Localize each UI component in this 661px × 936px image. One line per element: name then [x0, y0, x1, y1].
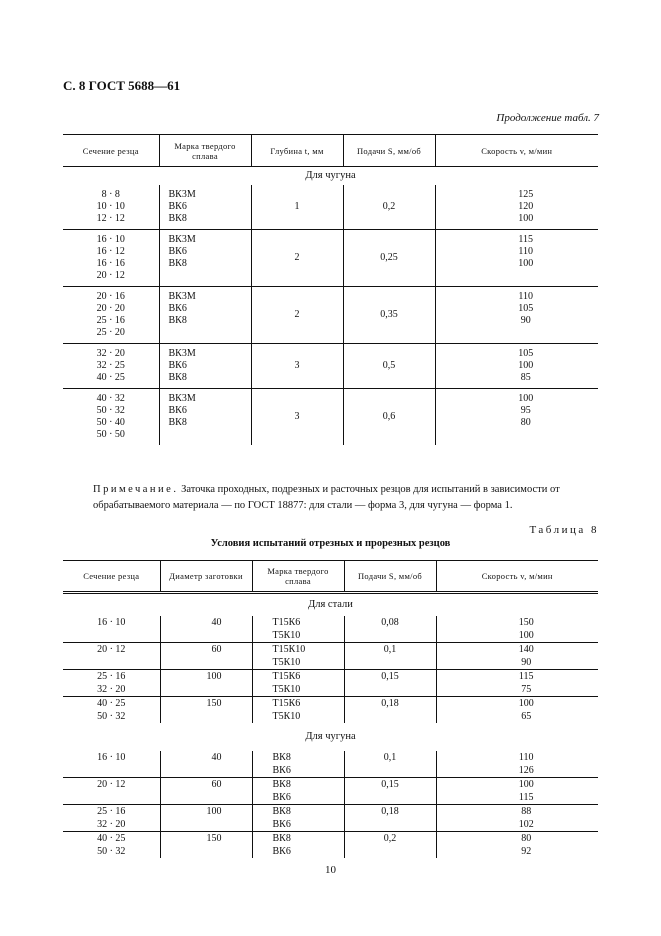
column-header: Сечение резца — [63, 561, 160, 593]
cell-speed: 100 — [436, 697, 598, 711]
cell-section: 20 · 12 — [63, 778, 160, 792]
cell-speed: 65 — [436, 710, 598, 723]
table-row — [63, 818, 598, 832]
cell-line: ВК6 — [168, 246, 187, 257]
table-row — [63, 616, 598, 629]
table-8-label: Таблица 8 — [529, 524, 599, 536]
cell-depth: 3 — [251, 389, 343, 446]
table-row — [63, 845, 598, 858]
section-title: Для чугуна — [305, 731, 356, 742]
table-row — [63, 805, 598, 819]
cell-grade: ВК6 — [252, 845, 344, 858]
cell-feed: 0,1 — [344, 643, 436, 657]
cell-feed: 0,2 — [343, 185, 435, 230]
cell-line: 125 — [518, 189, 534, 200]
cell-grade: ВК6 — [252, 764, 344, 778]
cell-line: 100 — [518, 393, 534, 404]
cell-grade: ВК6 — [252, 818, 344, 832]
cell-grade: Т5К10 — [252, 629, 344, 643]
cell-speed: 102 — [436, 818, 598, 832]
cell-diameter: 60 — [160, 643, 252, 657]
cell-section — [63, 230, 159, 287]
note-label: Примечание. — [93, 484, 179, 495]
table-row — [63, 656, 598, 670]
cell-speed: 90 — [436, 656, 598, 670]
table-row — [63, 791, 598, 805]
cell-grade: Т15К6 — [252, 616, 344, 629]
cell-grade: Т15К10 — [252, 643, 344, 657]
column-header: Глубина t, мм — [251, 135, 343, 167]
cell-feed — [344, 791, 436, 805]
cell-section: 25 · 16 — [63, 805, 160, 819]
cell-section — [63, 791, 160, 805]
cell-diameter: 40 — [160, 616, 252, 629]
table-row — [63, 751, 598, 764]
cell-line: 25 · 16 — [96, 315, 125, 326]
table-7-continued — [63, 134, 598, 445]
cell-line: 50 · 32 — [96, 405, 125, 416]
cell-diameter: 40 — [160, 751, 252, 764]
cell-diameter — [160, 791, 252, 805]
cell-grade: ВК8 — [252, 778, 344, 792]
table-8 — [63, 560, 598, 858]
cell-line: ВК6 — [168, 405, 187, 416]
column-header: Диаметр заготовки — [160, 561, 252, 593]
cell-speed: 92 — [436, 845, 598, 858]
cell-speed: 75 — [436, 683, 598, 697]
cell-line: ВК3М — [168, 189, 196, 200]
cell-line: 90 — [520, 315, 531, 326]
cell-grade: ВК8 — [252, 832, 344, 846]
cell-diameter — [160, 710, 252, 723]
cell-section: 32 · 20 — [97, 683, 126, 695]
cell-depth: 1 — [251, 185, 343, 230]
section-title: Для чугуна — [305, 170, 356, 181]
cell-line: 40 · 32 — [96, 393, 125, 404]
column-header: Скорость v, м/мин — [436, 561, 598, 593]
cell-section: 20 · 12 — [63, 643, 160, 657]
cell-line: 20 · 16 — [96, 291, 125, 302]
cell-line: 100 — [518, 258, 534, 269]
cell-line: 85 — [520, 372, 531, 383]
column-header: Марка твердого сплава — [159, 135, 251, 167]
cell-line: 120 — [518, 201, 534, 212]
table-continuation-label: Продолжение табл. 7 — [496, 112, 599, 124]
cell-section: 16 · 10 — [97, 751, 126, 763]
cell-feed: 0,15 — [344, 670, 436, 684]
cell-feed: 0,18 — [344, 697, 436, 711]
cell-line: 110 — [518, 246, 534, 257]
cell-speed: 115 — [436, 670, 598, 684]
cell-grade: Т5К10 — [252, 683, 344, 697]
table-row — [63, 832, 598, 846]
cell-line: 12 · 12 — [96, 213, 125, 224]
note-text: Заточка проходных, подрезных и расточных резцов для испытаний в зависимости от обрабатываемого материала — по ГОСТ 18877: для стали — форма 3, для чугуна — форма 1. — [93, 484, 560, 511]
cell-line: 16 · 16 — [96, 258, 125, 269]
page-number: 10 — [325, 864, 336, 876]
column-header: Подачи S, мм/об — [344, 561, 436, 593]
section-row — [63, 593, 598, 617]
table-row — [63, 697, 598, 711]
cell-feed — [344, 683, 436, 697]
cell-section: 32 · 20 — [97, 818, 126, 830]
cell-section: 25 · 16 — [63, 670, 160, 684]
cell-grade: Т15К6 — [252, 697, 344, 711]
cell-speed: 100 — [436, 629, 598, 643]
cell-speed — [435, 287, 598, 344]
cell-speed — [435, 230, 598, 287]
table-row — [63, 287, 598, 344]
cell-line: ВК8 — [168, 315, 187, 326]
cell-diameter — [160, 656, 252, 670]
cell-line: 50 · 40 — [96, 417, 125, 428]
cell-line: 8 · 8 — [101, 189, 120, 200]
cell-line: ВК3М — [168, 348, 196, 359]
cell-line: 20 · 12 — [96, 270, 125, 281]
cell-line: 32 · 20 — [96, 348, 125, 359]
cell-line: ВК6 — [168, 303, 187, 314]
column-header: Скорость v, м/мин — [435, 135, 598, 167]
cell-diameter — [160, 629, 252, 643]
cell-diameter: 60 — [160, 778, 252, 792]
cell-feed: 0,35 — [343, 287, 435, 344]
cell-diameter: 100 — [160, 805, 252, 819]
cell-speed: 126 — [436, 764, 598, 778]
cell-line: ВК6 — [168, 201, 187, 212]
cell-feed: 0,5 — [343, 344, 435, 389]
cell-grade: Т5К10 — [252, 656, 344, 670]
cell-diameter — [160, 818, 252, 832]
cell-section — [63, 629, 160, 643]
table-row — [63, 778, 598, 792]
cell-line: 10 · 10 — [96, 201, 125, 212]
cell-speed — [435, 185, 598, 230]
cell-grade: Т15К6 — [252, 670, 344, 684]
cell-grade — [159, 230, 251, 287]
cell-line: 80 — [520, 417, 531, 428]
cell-line: 25 · 20 — [96, 327, 125, 338]
section-row — [63, 723, 598, 751]
cell-speed: 110 — [436, 751, 598, 764]
table-row — [63, 344, 598, 389]
cell-section: 16 · 10 — [97, 616, 126, 628]
cell-grade: ВК8 — [252, 751, 344, 764]
cell-section: 50 · 32 — [97, 710, 126, 722]
cell-section — [63, 344, 159, 389]
cell-feed — [344, 845, 436, 858]
column-header: Сечение резца — [63, 135, 159, 167]
cell-speed: 140 — [436, 643, 598, 657]
cell-line: 16 · 10 — [96, 234, 125, 245]
cell-feed — [344, 818, 436, 832]
table-row — [63, 629, 598, 643]
cell-grade — [159, 344, 251, 389]
cell-section: 40 · 25 — [63, 832, 160, 846]
cell-line: 115 — [518, 234, 534, 245]
table-row — [63, 643, 598, 657]
cell-feed — [344, 656, 436, 670]
cell-depth: 3 — [251, 344, 343, 389]
cell-speed: 115 — [436, 791, 598, 805]
table-8-title: Условия испытаний отрезных и прорезных резцов — [210, 538, 451, 549]
cell-line: ВК3М — [168, 291, 196, 302]
column-header: Подачи S, мм/об — [343, 135, 435, 167]
cell-feed: 0,15 — [344, 778, 436, 792]
cell-line: 105 — [518, 303, 534, 314]
cell-diameter — [160, 845, 252, 858]
cell-grade — [159, 389, 251, 446]
cell-feed: 0,6 — [343, 389, 435, 446]
cell-diameter: 150 — [160, 697, 252, 711]
cell-grade — [159, 185, 251, 230]
cell-section — [63, 764, 160, 778]
cell-line: ВК3М — [168, 234, 196, 245]
cell-line: 95 — [520, 405, 531, 416]
cell-depth: 2 — [251, 287, 343, 344]
cell-section — [63, 185, 159, 230]
cell-speed — [435, 344, 598, 389]
cell-section: 40 · 25 — [63, 697, 160, 711]
cell-speed: 88 — [436, 805, 598, 819]
table-row — [63, 764, 598, 778]
cell-diameter: 100 — [160, 670, 252, 684]
cell-grade: ВК6 — [252, 791, 344, 805]
cell-feed: 0,1 — [344, 751, 436, 764]
cell-feed: 0,25 — [343, 230, 435, 287]
cell-line: 32 · 25 — [96, 360, 125, 371]
cell-section — [63, 389, 159, 446]
cell-diameter — [160, 764, 252, 778]
table-row — [63, 389, 598, 446]
cell-diameter — [160, 683, 252, 697]
cell-line: 110 — [518, 291, 534, 302]
cell-line: ВК8 — [168, 213, 187, 224]
section-title: Для стали — [308, 599, 353, 610]
cell-feed — [344, 629, 436, 643]
cell-line: ВК6 — [168, 360, 187, 371]
cell-line: 50 · 50 — [96, 429, 125, 440]
cell-feed: 0,2 — [344, 832, 436, 846]
table-row — [63, 710, 598, 723]
cell-line: 100 — [518, 360, 534, 371]
cell-depth: 2 — [251, 230, 343, 287]
cell-line: 16 · 12 — [96, 246, 125, 257]
cell-feed — [344, 764, 436, 778]
cell-line: 105 — [518, 348, 534, 359]
table-row — [63, 185, 598, 230]
cell-line: ВК8 — [168, 258, 187, 269]
cell-speed: 80 — [436, 832, 598, 846]
table-note — [93, 482, 601, 514]
cell-feed: 0,08 — [344, 616, 436, 629]
cell-grade: ВК8 — [252, 805, 344, 819]
cell-speed: 100 — [436, 778, 598, 792]
cell-line: 20 · 20 — [96, 303, 125, 314]
cell-section — [63, 287, 159, 344]
cell-grade — [159, 287, 251, 344]
cell-line: 40 · 25 — [96, 372, 125, 383]
cell-feed — [344, 710, 436, 723]
cell-feed: 0,18 — [344, 805, 436, 819]
cell-line: ВК8 — [168, 372, 187, 383]
cell-section: 50 · 32 — [97, 845, 126, 857]
cell-grade: Т5К10 — [252, 710, 344, 723]
cell-speed — [435, 389, 598, 446]
table-row — [63, 230, 598, 287]
cell-line: ВК3М — [168, 393, 196, 404]
page-header: С. 8 ГОСТ 5688—61 — [63, 78, 181, 93]
table-row — [63, 683, 598, 697]
cell-section — [63, 656, 160, 670]
cell-speed: 150 — [436, 616, 598, 629]
cell-line: 100 — [518, 213, 534, 224]
column-header: Марка твердого сплава — [252, 561, 344, 593]
table-row — [63, 670, 598, 684]
cell-line: ВК8 — [168, 417, 187, 428]
cell-diameter: 150 — [160, 832, 252, 846]
